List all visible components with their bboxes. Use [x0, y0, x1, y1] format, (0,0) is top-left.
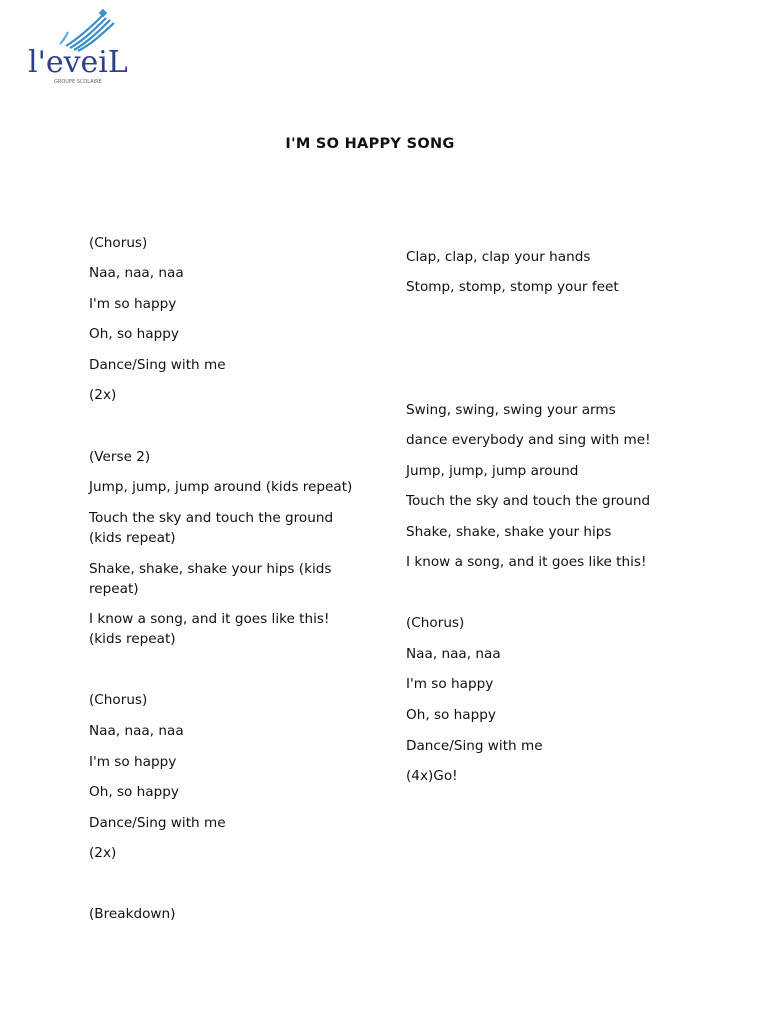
lyric-line: Touch the sky and touch the ground: [89, 510, 334, 526]
lyric-line: Oh, so happy: [89, 784, 179, 800]
lyric-line: Dance/Sing with me: [89, 815, 226, 831]
lyric-line: Shake, shake, shake your hips: [406, 524, 612, 540]
lyric-line: I'm so happy: [89, 754, 177, 770]
lyric-line: Oh, so happy: [89, 326, 179, 342]
lyric-line: I'm so happy: [406, 676, 494, 692]
svg-text:GROUPE SCOLAIRE: GROUPE SCOLAIRE: [54, 79, 102, 85]
lyric-line: (Chorus): [89, 692, 148, 708]
lyric-line: Shake, shake, shake your hips (kids: [89, 561, 332, 577]
lyric-line: Naa, naa, naa: [89, 265, 184, 281]
lyric-line: Dance/Sing with me: [406, 738, 543, 754]
lyric-line: Oh, so happy: [406, 707, 496, 723]
lyric-line: (Breakdown): [89, 906, 176, 922]
lyric-line: Jump, jump, jump around: [406, 463, 579, 479]
lyric-line: repeat): [89, 581, 139, 597]
lyric-line: (4x)Go!: [406, 768, 458, 784]
lyric-line: I'm so happy: [89, 296, 177, 312]
lyric-line: I know a song, and it goes like this!: [406, 554, 647, 570]
lyric-line: I know a song, and it goes like this!: [89, 611, 330, 627]
school-logo: [24, 8, 136, 86]
lyric-line: (2x): [89, 387, 117, 403]
lyric-line: Clap, clap, clap your hands: [406, 249, 591, 265]
song-title: I'M SO HAPPY SONG: [285, 136, 455, 152]
lyric-line: (2x): [89, 845, 117, 861]
lyric-line: (Verse 2): [89, 449, 151, 465]
lyric-line: (kids repeat): [89, 631, 176, 647]
lyric-line: (kids repeat): [89, 530, 176, 546]
lyric-line: Jump, jump, jump around (kids repeat): [89, 479, 353, 495]
lyric-line: Dance/Sing with me: [89, 357, 226, 373]
lyric-line: dance everybody and sing with me!: [406, 432, 651, 448]
lyric-line: Touch the sky and touch the ground: [406, 493, 651, 509]
lyric-line: Stomp, stomp, stomp your feet: [406, 279, 619, 295]
lyric-line: Swing, swing, swing your arms: [406, 402, 616, 418]
lyric-line: Naa, naa, naa: [406, 646, 501, 662]
lyric-line: Naa, naa, naa: [89, 723, 184, 739]
lyric-line: (Chorus): [406, 615, 465, 631]
svg-text:l'eveiL: l'eveiL: [28, 45, 128, 80]
lyric-line: (Chorus): [89, 235, 148, 251]
